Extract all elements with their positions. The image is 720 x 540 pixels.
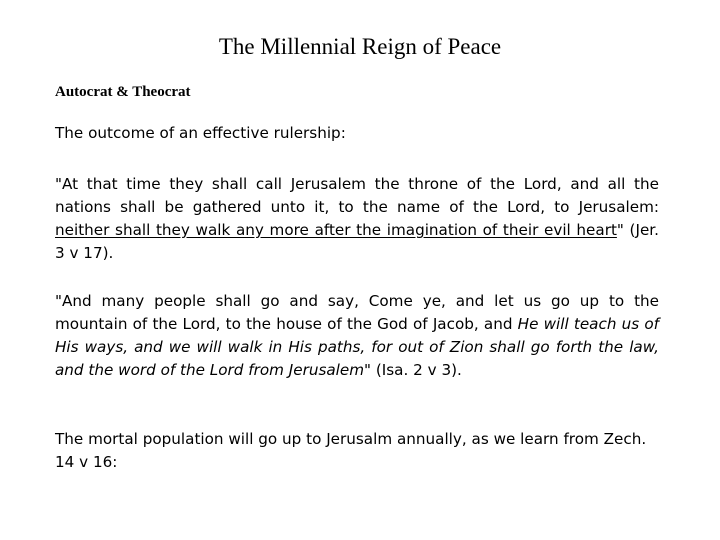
closing-paragraph: The mortal population will go up to Jerusalm annually, as we learn from Zech. 14 v 16:	[55, 430, 647, 471]
subtitle: Autocrat & Theocrat	[55, 84, 191, 100]
jeremiah-citation: " (Jer. 3 v 17).	[55, 221, 659, 262]
jeremiah-quote-text: "At that time they shall call Jerusalem the throne of the Lord, and all the nations shall be gathered unto it, to the name of the Lord, to Jerusalem:	[55, 175, 659, 216]
isaiah-citation: " (Isa. 2 v 3).	[364, 361, 462, 379]
isaiah-italic-text: He will teach us of His ways, and we will walk in His paths, for out of Zion shall go forth the law, and the word of the Lord from Jerusalem	[55, 315, 659, 379]
jeremiah-quote-paragraph	[55, 173, 659, 265]
isaiah-quote-paragraph	[55, 290, 659, 382]
page-title: The Millennial Reign of Peace	[218, 34, 502, 59]
isaiah-quote-text: "And many people shall go and say, Come ye, and let us go up to the mountain of the Lord, to the house of the God of Jacob, and	[55, 292, 659, 333]
intro-paragraph: The outcome of an effective rulership:	[55, 124, 346, 142]
jeremiah-underlined-text: neither shall they walk any more after the imagination of their evil heart	[55, 221, 617, 239]
